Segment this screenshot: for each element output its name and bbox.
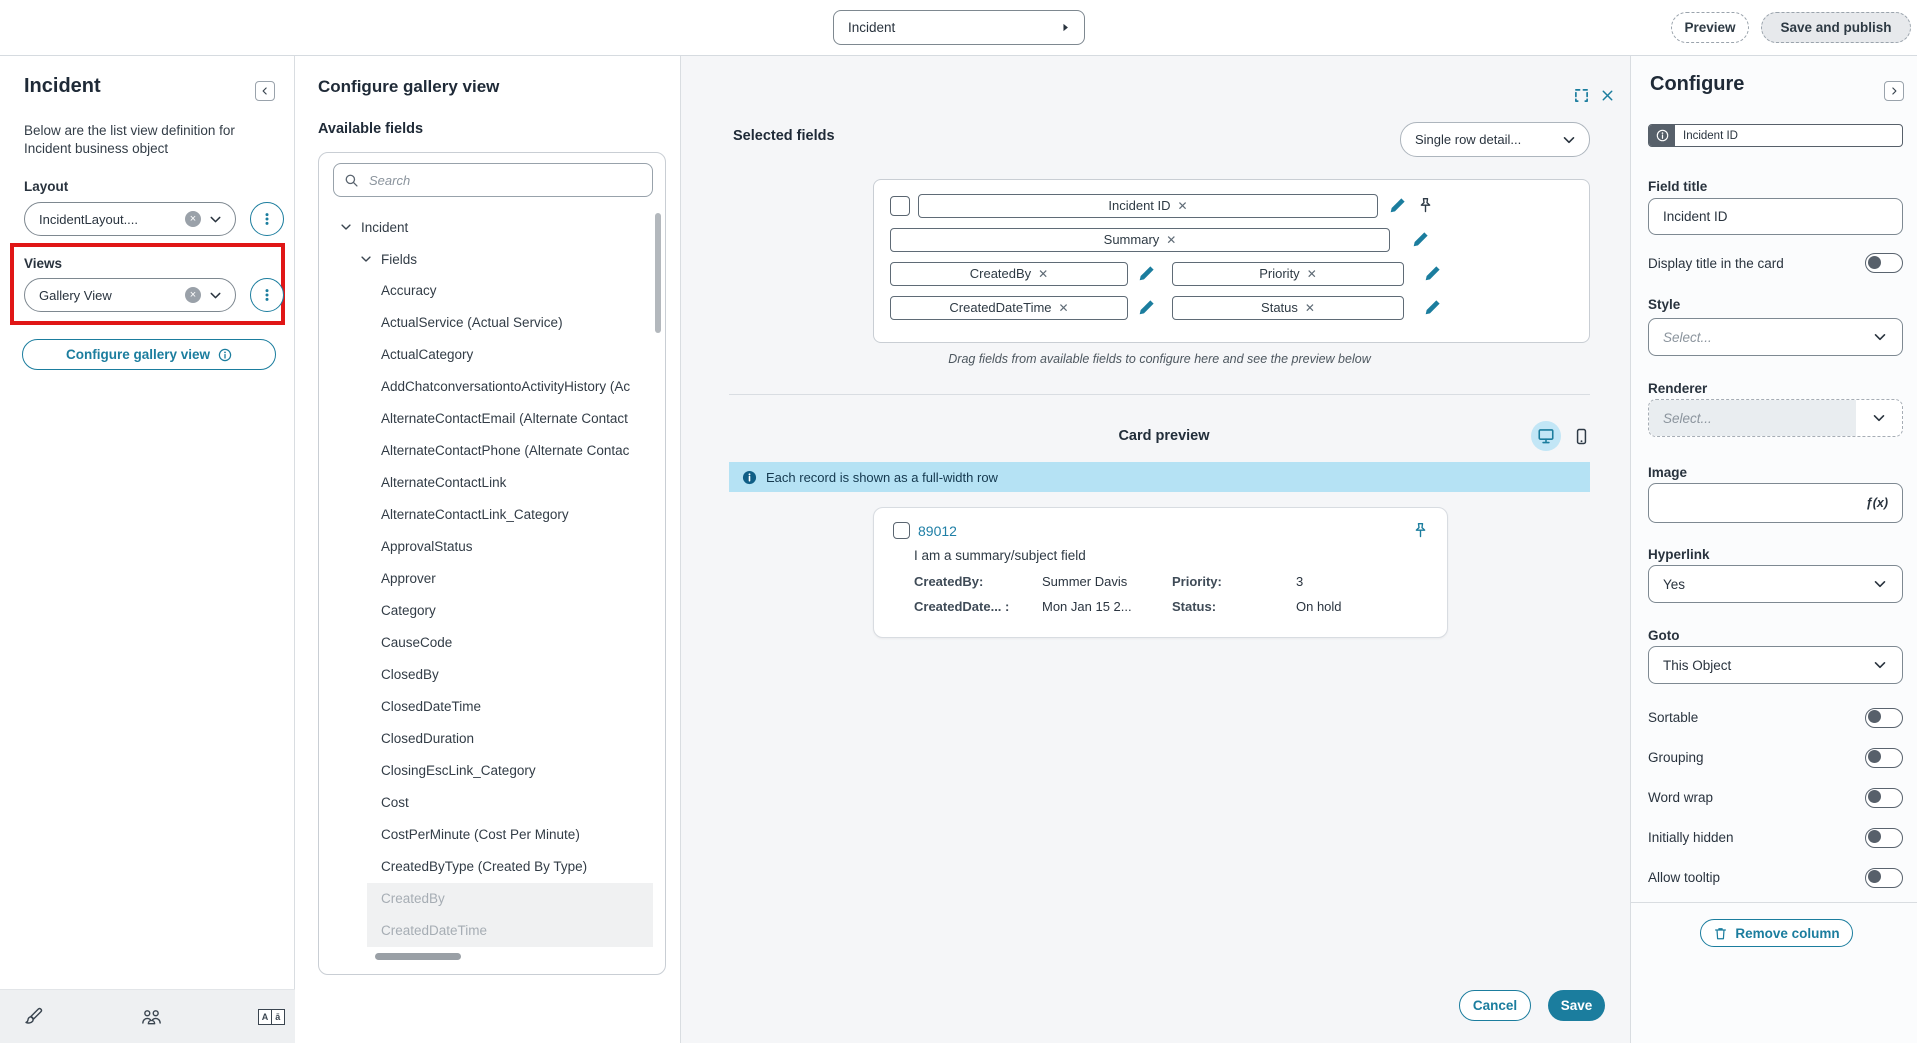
views-options-button[interactable]: [250, 278, 284, 312]
close-dialog-icon[interactable]: [1600, 88, 1615, 103]
edit-field-button[interactable]: [1138, 299, 1155, 316]
trash-icon: [1713, 926, 1728, 941]
desktop-view-button[interactable]: [1531, 421, 1561, 451]
remove-chip-icon[interactable]: ✕: [1306, 266, 1317, 281]
search-input[interactable]: [367, 172, 642, 189]
card-field-label: Status:: [1172, 599, 1217, 614]
chevron-down-icon: [359, 252, 373, 266]
card-field-value: On hold: [1296, 599, 1342, 614]
toggle-switch[interactable]: [1865, 868, 1903, 888]
horizontal-scrollbar[interactable]: [375, 953, 461, 960]
theme-brush-button[interactable]: [24, 1007, 43, 1026]
preview-button[interactable]: Preview: [1671, 12, 1749, 43]
toggle-row: [1648, 747, 1903, 768]
card-field-value: 3: [1296, 574, 1304, 589]
toggle-switch[interactable]: [1865, 788, 1903, 808]
field-tree-item[interactable]: [367, 691, 653, 723]
collaborators-button[interactable]: [141, 1007, 162, 1026]
layout-options-button[interactable]: [250, 202, 284, 236]
remove-chip-icon[interactable]: ✕: [1166, 232, 1177, 247]
pin-field-button[interactable]: [1417, 197, 1434, 214]
monitor-icon: [1537, 427, 1555, 445]
cancel-button[interactable]: Cancel: [1459, 990, 1531, 1021]
chevron-down-icon: [339, 220, 353, 234]
field-tree-item-label: Approver: [381, 571, 436, 586]
pin-icon: [1412, 522, 1429, 539]
pin-record-button[interactable]: [1412, 522, 1429, 539]
display-title-toggle[interactable]: [1865, 253, 1903, 273]
info-banner: [729, 462, 1590, 492]
field-tree-item-label: CauseCode: [381, 635, 453, 650]
pencil-icon: [1412, 231, 1429, 248]
field-tree-item-label: ActualService (Actual Service): [381, 315, 563, 330]
selected-field-row: [890, 295, 1573, 320]
detail-mode-select[interactable]: [1400, 122, 1590, 157]
field-tree-item-label: Category: [381, 603, 436, 618]
phone-icon: [1573, 428, 1590, 445]
field-tree-item[interactable]: [367, 659, 653, 691]
toggle-label: Word wrap: [1648, 790, 1714, 805]
field-tree-item[interactable]: [367, 627, 653, 659]
card-field-value: Summer Davis: [1042, 574, 1128, 589]
card-field-value: Mon Jan 15 2...: [1042, 599, 1132, 614]
field-tree-item[interactable]: [367, 467, 653, 499]
field-tree-item-label: ClosingEscLink_Category: [381, 763, 536, 778]
field-tree-item-label: ActualCategory: [381, 347, 474, 362]
toggle-row: [1648, 827, 1903, 848]
field-tree-item-label: AlternateContactPhone (Alternate Contac: [381, 443, 630, 458]
pin-icon: [1417, 197, 1434, 214]
renderer-placeholder-zone: Select...: [1649, 400, 1856, 436]
field-tree-item[interactable]: [367, 307, 653, 339]
available-fields-panel: [295, 55, 681, 1043]
tree-node-label: Fields: [381, 251, 418, 267]
edit-field-button[interactable]: [1424, 299, 1441, 316]
views-select[interactable]: [24, 278, 236, 312]
chevron-down-icon: [1871, 410, 1887, 426]
toggle-label: Sortable: [1648, 710, 1699, 725]
detail-mode-value: Single row detail...: [1415, 132, 1522, 147]
mobile-view-button[interactable]: [1573, 428, 1590, 445]
remove-column-button[interactable]: Remove column: [1700, 919, 1853, 947]
field-tree-item-label: CostPerMinute (Cost Per Minute): [381, 827, 580, 842]
field-tree-item[interactable]: [367, 275, 653, 307]
field-tree-item-label: ApprovalStatus: [381, 539, 473, 554]
toggle-row: [1648, 707, 1903, 728]
record-id-link[interactable]: 89012: [918, 522, 957, 539]
row-checkbox[interactable]: [890, 196, 910, 216]
formula-fx-icon[interactable]: ƒ(x): [1865, 496, 1888, 510]
collapse-panel-button[interactable]: [255, 81, 275, 101]
pencil-icon: [1424, 265, 1441, 282]
field-tree-item[interactable]: [367, 499, 653, 531]
field-tree-item[interactable]: [367, 531, 653, 563]
field-tree-item-label: AlternateContactEmail (Alternate Contact: [381, 411, 628, 426]
display-title-label: Display title in the card: [1648, 255, 1784, 271]
field-chip-summary[interactable]: Summary ✕: [890, 228, 1390, 252]
panel-divider: [1631, 902, 1917, 903]
left-sidebar: [0, 55, 295, 1043]
field-tree-item-label: ClosedDateTime: [381, 699, 482, 714]
expand-dialog-icon[interactable]: [1574, 88, 1589, 103]
field-tree-item-label: CreatedByType (Created By Type): [381, 859, 588, 874]
field-tree-item[interactable]: [367, 339, 653, 371]
save-button[interactable]: Save: [1548, 990, 1605, 1021]
field-tree-item[interactable]: [367, 723, 653, 755]
edit-field-button[interactable]: [1138, 265, 1155, 282]
search-icon: [344, 173, 359, 188]
card-field-grid: [914, 574, 1429, 614]
chevron-down-icon: [1561, 132, 1577, 148]
field-tree-item[interactable]: [367, 755, 653, 787]
translate-icon: A: [258, 1009, 272, 1025]
toggle-options-list: [1648, 707, 1903, 907]
pencil-icon: [1138, 299, 1155, 316]
configure-panel: [1630, 55, 1917, 1043]
field-tree-item[interactable]: [367, 563, 653, 595]
card-field-label: CreatedBy:: [914, 574, 984, 589]
card-field-label: Priority:: [1172, 574, 1222, 589]
info-banner-text: Each record is shown as a full-width row: [766, 469, 998, 485]
tree-node-fields[interactable]: [319, 243, 665, 275]
available-fields-box: [318, 152, 666, 975]
top-bar: [0, 0, 1917, 56]
toggle-row: [1648, 867, 1903, 888]
configure-title: Configure: [1650, 73, 1745, 95]
field-tree-item[interactable]: [367, 787, 653, 819]
layout-label: Layout: [24, 179, 69, 194]
column-info-cap: [1649, 125, 1675, 146]
field-tree-item-label: CreatedDateTime: [381, 923, 488, 938]
toggle-label: Allow tooltip: [1648, 870, 1721, 885]
vertical-scrollbar[interactable]: [655, 213, 661, 333]
remove-chip-icon[interactable]: ✕: [1304, 300, 1315, 315]
selected-column-chip[interactable]: [1648, 124, 1903, 147]
renderer-label: Renderer: [1648, 381, 1708, 396]
selected-fields-box: [873, 179, 1590, 343]
views-label: Views: [24, 256, 63, 271]
field-tree-item-label: AlternateContactLink: [381, 475, 507, 490]
field-tree-item[interactable]: [367, 851, 653, 883]
field-tree-item[interactable]: [367, 819, 653, 851]
record-checkbox[interactable]: [893, 522, 910, 539]
info-icon: [218, 348, 232, 362]
selected-fields-label: Selected fields: [733, 128, 835, 144]
goto-label: Goto: [1648, 628, 1680, 643]
edit-field-button[interactable]: [1424, 265, 1441, 282]
translate-icon: ā: [271, 1009, 285, 1025]
chevron-right-icon: [1888, 85, 1900, 97]
views-select-value: Gallery View: [39, 287, 112, 303]
field-tree-item[interactable]: [367, 435, 653, 467]
chevron-left-icon: [259, 85, 271, 97]
style-select[interactable]: Select...: [1648, 318, 1903, 356]
field-tree-item-label: ClosedBy: [381, 667, 439, 682]
clear-selection-icon[interactable]: ×: [185, 287, 201, 303]
translation-button[interactable]: [258, 1009, 285, 1025]
configure-gallery-view-button[interactable]: Configure gallery view: [22, 339, 276, 370]
field-tree: [319, 211, 665, 947]
toggle-switch[interactable]: [1865, 828, 1903, 848]
field-tree-item-label: ClosedDuration: [381, 731, 475, 746]
toggle-label: Initially hidden: [1648, 830, 1734, 845]
ellipsis-icon: [259, 211, 275, 227]
edit-field-button[interactable]: [1412, 231, 1429, 248]
renderer-select[interactable]: [1648, 399, 1903, 437]
image-label: Image: [1648, 465, 1688, 480]
sidebar-description: Below are the list view definition for Incident business object: [24, 123, 235, 157]
gallery-config-main: [681, 55, 1630, 1043]
available-fields-label: Available fields: [318, 121, 424, 137]
remove-chip-icon[interactable]: ✕: [1038, 266, 1049, 281]
card-preview-header: [729, 421, 1590, 451]
edit-field-button[interactable]: [1389, 197, 1406, 214]
clear-selection-icon[interactable]: ×: [185, 211, 201, 227]
toggle-switch[interactable]: [1865, 748, 1903, 768]
remove-chip-icon[interactable]: ✕: [1177, 198, 1188, 213]
toggle-switch[interactable]: [1865, 708, 1903, 728]
card-field-label: CreatedDate... :: [914, 599, 1010, 614]
pencil-icon: [1424, 299, 1441, 316]
layout-select-value: IncidentLayout....: [39, 211, 139, 227]
display-title-row: [1648, 253, 1903, 273]
goto-select[interactable]: This Object: [1648, 646, 1903, 684]
field-tree-item[interactable]: [367, 883, 653, 915]
selected-column-name: Incident ID: [1683, 129, 1738, 142]
paintbrush-icon: [24, 1007, 43, 1026]
field-tree-item[interactable]: [367, 371, 653, 403]
info-icon: [1656, 129, 1669, 142]
field-chip-createddatetime[interactable]: CreatedDateTime ✕: [890, 296, 1128, 320]
card-preview-title: Card preview: [1118, 428, 1210, 444]
toggle-label: Grouping: [1648, 750, 1704, 765]
drag-hint-text: Drag fields from available fields to configure here and see the preview below: [948, 352, 1371, 366]
field-chip-priority[interactable]: Priority ✕: [1172, 262, 1404, 286]
sidebar-footer-toolbar: [0, 989, 295, 1043]
pencil-icon: [1389, 197, 1406, 214]
layout-select[interactable]: [24, 202, 236, 236]
sidebar-title: Incident: [24, 75, 101, 97]
tree-node-incident[interactable]: [319, 211, 665, 243]
field-tree-item-label: AlternateContactLink_Category: [381, 507, 569, 522]
card-title-row: [893, 522, 1429, 539]
pencil-icon: [1138, 265, 1155, 282]
object-selector-label: Incident: [848, 20, 896, 35]
hyperlink-select[interactable]: Yes: [1648, 565, 1903, 603]
tree-node-label: Incident: [361, 219, 409, 235]
hyperlink-label: Hyperlink: [1648, 547, 1710, 562]
selected-field-row: [890, 261, 1573, 286]
chevron-down-icon: [208, 212, 223, 227]
expand-panel-button[interactable]: [1884, 81, 1904, 101]
field-tree-item-label: AddChatconversationtoActivityHistory (Ac: [381, 379, 631, 394]
toggle-row: [1648, 787, 1903, 808]
field-tree-item[interactable]: [367, 915, 653, 947]
field-chip-createdby[interactable]: CreatedBy ✕: [890, 262, 1128, 286]
info-icon: [742, 470, 757, 485]
chevron-down-icon: [208, 288, 223, 303]
field-title-label: Field title: [1648, 179, 1708, 194]
save-and-publish-button[interactable]: Save and publish: [1761, 12, 1911, 43]
chevron-down-icon: [1872, 329, 1888, 345]
section-divider: [729, 394, 1590, 395]
ellipsis-icon: [259, 287, 275, 303]
caret-right-icon: [1059, 21, 1072, 34]
field-title-input[interactable]: Incident ID: [1648, 198, 1903, 235]
field-tree-item[interactable]: [367, 403, 653, 435]
selected-field-row: [890, 227, 1573, 252]
renderer-caret-zone: [1856, 400, 1902, 436]
selected-field-row: [890, 193, 1573, 218]
field-chip-status[interactable]: Status ✕: [1172, 296, 1404, 320]
field-list: [319, 275, 665, 947]
style-label: Style: [1648, 297, 1681, 312]
field-tree-item[interactable]: [367, 595, 653, 627]
chevron-down-icon: [1872, 657, 1888, 673]
field-tree-item-label: Accuracy: [381, 283, 437, 298]
panel-heading: Configure gallery view: [318, 77, 500, 96]
image-input[interactable]: [1648, 483, 1903, 523]
remove-chip-icon[interactable]: ✕: [1058, 300, 1069, 315]
field-tree-item-label: CreatedBy: [381, 891, 445, 906]
chevron-down-icon: [1872, 576, 1888, 592]
object-selector-dropdown[interactable]: [833, 10, 1085, 45]
card-summary-text: I am a summary/subject field: [914, 548, 1086, 563]
field-tree-item-label: Cost: [381, 795, 409, 810]
people-icon: [141, 1007, 162, 1026]
field-search: [333, 163, 653, 197]
preview-card: [873, 507, 1448, 638]
field-chip-incident-id[interactable]: Incident ID ✕: [918, 194, 1378, 218]
